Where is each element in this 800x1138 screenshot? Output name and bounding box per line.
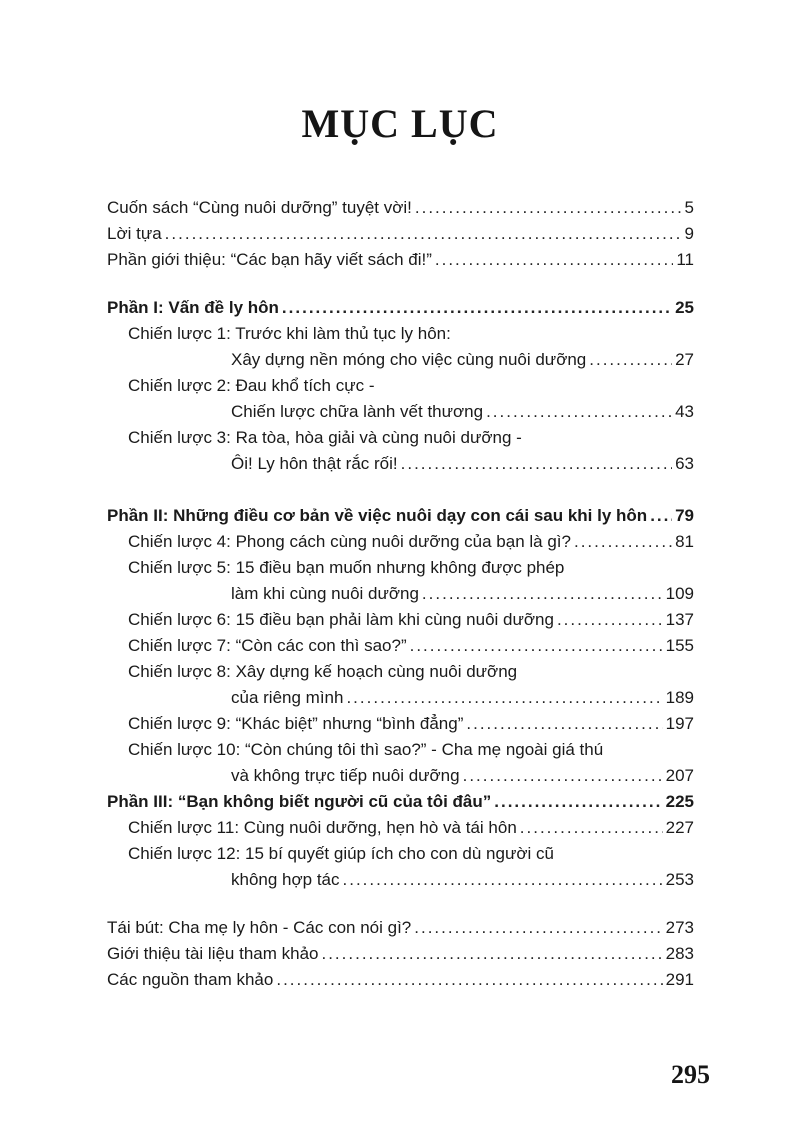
toc-strategy-8[interactable]: [231, 686, 694, 710]
toc-part-page: 79: [675, 506, 694, 525]
dot-leader: [276, 968, 662, 992]
dot-leader: [466, 712, 662, 736]
dot-leader: [410, 634, 663, 658]
toc-part-2[interactable]: [107, 504, 694, 528]
toc-entry-page: 253: [665, 870, 694, 889]
toc-entry-label: Chiến lược 11: Cùng nuôi dưỡng, hẹn hò và tái hôn: [128, 818, 517, 837]
dot-leader: [589, 348, 672, 372]
toc-entry-label: Xây dựng nền móng cho việc cùng nuôi dưỡng: [231, 350, 587, 369]
dot-leader: [486, 400, 672, 424]
toc-entry-page: 155: [665, 636, 694, 655]
dot-leader: [165, 222, 682, 246]
toc-entry-label: làm khi cùng nuôi dưỡng: [231, 584, 419, 603]
toc-part-label: Phần II: Những điều cơ bản về việc nuôi dạy con cái sau khi ly hôn: [107, 506, 648, 525]
toc-strategy-10[interactable]: [231, 764, 694, 788]
toc-entry-label: không hợp tác: [231, 870, 340, 889]
dot-leader: [343, 868, 663, 892]
dot-leader: [401, 452, 672, 476]
toc-entry-label: Cuốn sách “Cùng nuôi dưỡng” tuyệt vời!: [107, 198, 412, 217]
toc-entry-label: Phần giới thiệu: “Các bạn hãy viết sách đi!”: [107, 250, 432, 269]
toc-entry-page: 43: [675, 402, 694, 421]
toc-strategy-12[interactable]: [231, 868, 694, 892]
toc-entry-label: Các nguồn tham khảo: [107, 970, 274, 989]
dot-leader: [415, 196, 682, 220]
toc-strategy-8-title[interactable]: Chiến lược 8: Xây dựng kế hoạch cùng nuôi dưỡng: [128, 662, 518, 681]
toc-strategy-5[interactable]: [231, 582, 694, 606]
toc-entry-page: 137: [665, 610, 694, 629]
dot-leader: [494, 790, 662, 814]
toc-entry-foreword[interactable]: [107, 196, 694, 220]
toc-entry-page: 273: [665, 918, 694, 937]
dot-leader: [282, 296, 672, 320]
toc-entry-label: và không trực tiếp nuôi dưỡng: [231, 766, 460, 785]
dot-leader: [414, 916, 662, 940]
dot-leader: [463, 764, 663, 788]
toc-entry-page: 63: [675, 454, 694, 473]
toc-strategy-12-title[interactable]: Chiến lược 12: 15 bí quyết giúp ích cho con dù người cũ: [128, 844, 554, 863]
toc-entry-page: 81: [675, 532, 694, 551]
toc-strategy-11[interactable]: [128, 816, 694, 840]
toc-strategy-3-title[interactable]: Chiến lược 3: Ra tòa, hòa giải và cùng nuôi dưỡng -: [128, 428, 522, 447]
toc-entry-page: 27: [675, 350, 694, 369]
page-title: MỤC LỤC: [301, 101, 499, 146]
toc-entry-page: 189: [665, 688, 694, 707]
toc-strategy-4[interactable]: [128, 530, 694, 554]
toc-entry-label: Chiến lược chữa lành vết thương: [231, 402, 484, 421]
toc-entry-page: 283: [665, 944, 694, 963]
toc-entry-label: Lời tựa: [107, 224, 162, 243]
toc-entry-label: Ôi! Ly hôn thật rắc rối!: [231, 454, 398, 473]
toc-entry-preface[interactable]: [107, 222, 694, 246]
dot-leader: [435, 248, 673, 272]
page-number: 295: [671, 1060, 710, 1089]
toc-entry-reference-intro[interactable]: [107, 942, 694, 966]
toc-entry-page: 207: [665, 766, 694, 785]
toc-entry-label: Giới thiệu tài liệu tham khảo: [107, 944, 319, 963]
toc-strategy-2-title[interactable]: Chiến lược 2: Đau khổ tích cực -: [128, 376, 375, 395]
toc-entry-label: Tái bút: Cha mẹ ly hôn - Các con nói gì?: [107, 918, 412, 937]
dot-leader: [574, 530, 672, 554]
toc-strategy-7[interactable]: [128, 634, 694, 658]
toc-entry-page: 5: [684, 198, 694, 217]
toc-entry-label: Chiến lược 6: 15 điều bạn phải làm khi cùng nuôi dưỡng: [128, 610, 554, 629]
toc-entry-label: Chiến lược 7: “Còn các con thì sao?”: [128, 636, 407, 655]
toc-entry-label: của riêng mình: [231, 688, 344, 707]
dot-leader: [346, 686, 662, 710]
toc-strategy-10-title[interactable]: Chiến lược 10: “Còn chúng tôi thì sao?” - Cha mẹ ngoài giá thú: [128, 740, 604, 759]
dot-leader: [422, 582, 663, 606]
toc-strategy-6[interactable]: [128, 608, 694, 632]
toc-entry-postscript[interactable]: [107, 916, 694, 940]
toc-part-label: Phần III: “Bạn không biết người cũ của tôi đâu”: [107, 792, 492, 811]
dot-leader: [557, 608, 663, 632]
toc-strategy-1-title[interactable]: Chiến lược 1: Trước khi làm thủ tục ly hôn:: [128, 324, 451, 343]
toc-part-label: Phần I: Vấn đề ly hôn: [107, 298, 279, 317]
toc-entry-page: 9: [684, 224, 694, 243]
toc-part-1[interactable]: [107, 296, 694, 320]
toc-part-page: 225: [665, 792, 694, 811]
toc-entry-label: Chiến lược 4: Phong cách cùng nuôi dưỡng của bạn là gì?: [128, 532, 571, 551]
toc-entry-page: 291: [665, 970, 694, 989]
dot-leader: [520, 816, 663, 840]
toc-part-3[interactable]: [107, 790, 694, 814]
toc-strategy-9[interactable]: [128, 712, 694, 736]
toc-part-page: 25: [675, 298, 694, 317]
toc-entry-introduction[interactable]: [107, 248, 694, 272]
dot-leader: [650, 504, 672, 528]
toc-strategy-2[interactable]: [231, 400, 694, 424]
toc-entry-sources[interactable]: [107, 968, 694, 992]
toc-strategy-3[interactable]: [231, 452, 694, 476]
dot-leader: [321, 942, 662, 966]
toc-entry-page: 11: [676, 250, 694, 269]
toc-strategy-1[interactable]: [231, 348, 694, 372]
toc-entry-label: Chiến lược 9: “Khác biệt” nhưng “bình đẳng”: [128, 714, 464, 733]
toc-entry-page: 197: [665, 714, 694, 733]
toc-entry-page: 109: [665, 584, 694, 603]
toc-entry-page: 227: [665, 818, 694, 837]
toc-strategy-5-title[interactable]: Chiến lược 5: 15 điều bạn muốn nhưng không được phép: [128, 558, 565, 577]
